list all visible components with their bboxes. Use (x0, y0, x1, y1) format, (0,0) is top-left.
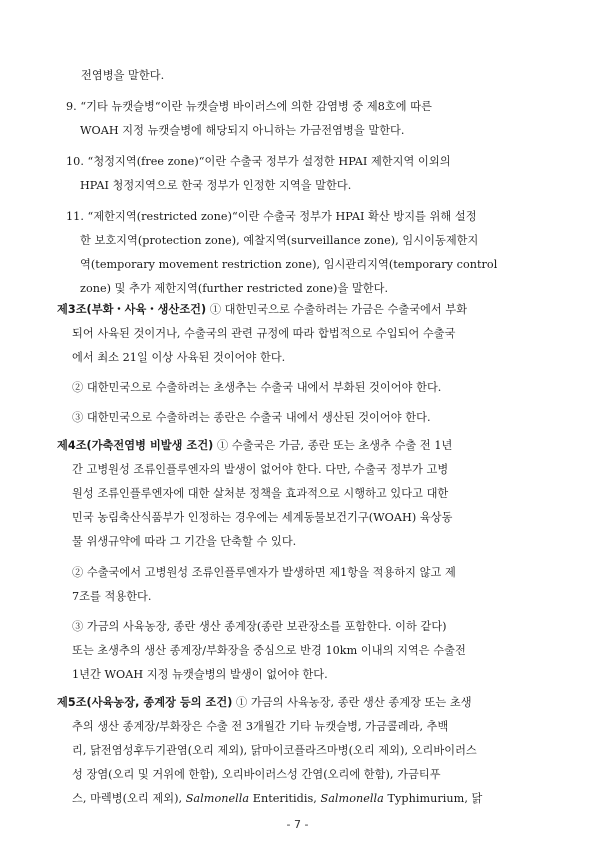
text-line: HPAI 청정지역으로 한국 정부가 인정한 지역을 말한다. (80, 179, 352, 192)
text-line: 간 고병원성 조류인플루엔자의 발생이 없어야 한다. 다만, 수출국 정부가 고병 (72, 463, 449, 476)
text-line: zone) 및 추가 제한지역(further restricted zone)을 말한다. (80, 282, 389, 295)
text-line: 되어 사육된 것이거나, 수출국의 관련 규정에 따라 합법적으로 수입되어 수출국 (72, 327, 456, 340)
definition-item-9: 9. “기타 뉴캣슬병“이란 뉴캣슬병 바이러스에 의한 감염병 중 제8호에 따른 (66, 100, 432, 113)
article-3-paragraph-2: ② 대한민국으로 수출하려는 초생추는 수출국 내에서 부화된 것이어야 한다. (72, 381, 442, 394)
text-line: 원성 조류인플루엔자에 대한 살처분 정책을 효과적으로 시행하고 있다고 대한 (72, 487, 449, 500)
article-5-line (57, 696, 539, 710)
article-4-line (57, 439, 539, 453)
article-3-heading: 제3조(부화・사육・생산조건) (57, 303, 207, 316)
text-line: 7조를 적용한다. (72, 590, 152, 603)
text-line: 역(temporary movement restriction zone), 임시관리지역(temporary control (80, 258, 498, 271)
text-line (72, 792, 539, 806)
text-line: WOAH 지정 뉴캣슬병에 해당되지 아니하는 가금전염병을 말한다. (80, 124, 405, 137)
definition-item-10: 10. “청정지역(free zone)“이란 수출국 정부가 설정한 HPAI 제한지역 이외의 (66, 155, 451, 168)
article-4-text: ① 수출국은 가금, 종란 또는 초생추 수출 전 1년 (213, 439, 453, 452)
text-line: 리, 닭전염성후두기관염(오리 제외), 닭마이코플라즈마병(오리 제외), 오리바이러스 (72, 744, 477, 757)
text-line: 추의 생산 종계장/부화장은 수출 전 3개월간 기타 뉴캣슬병, 가금콜레라, 추백 (72, 720, 449, 733)
article-5-heading: 제5조(사육농장, 종계장 등의 조건) (57, 696, 233, 709)
text-line: 민국 농림축산식품부가 인정하는 경우에는 세계동물보건기구(WOAH) 육상동 (72, 511, 453, 524)
text-line: 또는 초생추의 생산 종계장/부화장을 중심으로 반경 10km 이내의 지역은 수출전 (72, 644, 466, 657)
definition-item-11: 11. “제한지역(restricted zone)“이란 수출국 정부가 HPAI 확산 방지를 위해 설정 (66, 210, 477, 223)
article-4-heading: 제4조(가축전염병 비발생 조건) (57, 439, 214, 452)
italic-genus: Salmonella (185, 792, 250, 805)
text-segment: Enteritidis, (249, 792, 321, 805)
text-line: 한 보호지역(protection zone), 예찰지역(surveillance zone), 임시이동제한지 (80, 234, 479, 247)
text-line: 성 장염(오리 및 거위에 한함), 오리바이러스성 간염(오리에 한함), 가금티푸 (72, 768, 441, 781)
text-line: 1년간 WOAH 지정 뉴캣슬병의 발생이 없어야 한다. (72, 668, 328, 681)
article-3-line (57, 303, 539, 317)
article-3-text: ① 대한민국으로 수출하려는 가금은 수출국에서 부화 (206, 303, 468, 316)
text-segment: 스, 마렉병(오리 제외), (72, 792, 186, 805)
text-segment: Typhimurium, 닭 (383, 792, 483, 805)
article-5-text: ① 가금의 사육농장, 종란 생산 종계장 또는 초생 (232, 696, 472, 709)
text-line: 에서 최소 21일 이상 사육된 것이어야 한다. (72, 351, 286, 364)
italic-genus: Salmonella (320, 792, 384, 805)
page-number: - 7 - (286, 818, 309, 831)
article-3-paragraph-3: ③ 대한민국으로 수출하려는 종란은 수출국 내에서 생산된 것이어야 한다. (72, 411, 431, 424)
article-4-paragraph-3: ③ 가금의 사육농장, 종란 생산 종계장(종란 보관장소를 포함한다. 이하 같다) (72, 620, 447, 633)
text-line: 전염병을 말한다. (81, 69, 165, 82)
text-line: 물 위생규약에 따라 그 기간을 단축할 수 있다. (72, 535, 297, 548)
article-4-paragraph-2: ② 수출국에서 고병원성 조류인플루엔자가 발생하면 제1항을 적용하지 않고 제 (72, 566, 456, 579)
